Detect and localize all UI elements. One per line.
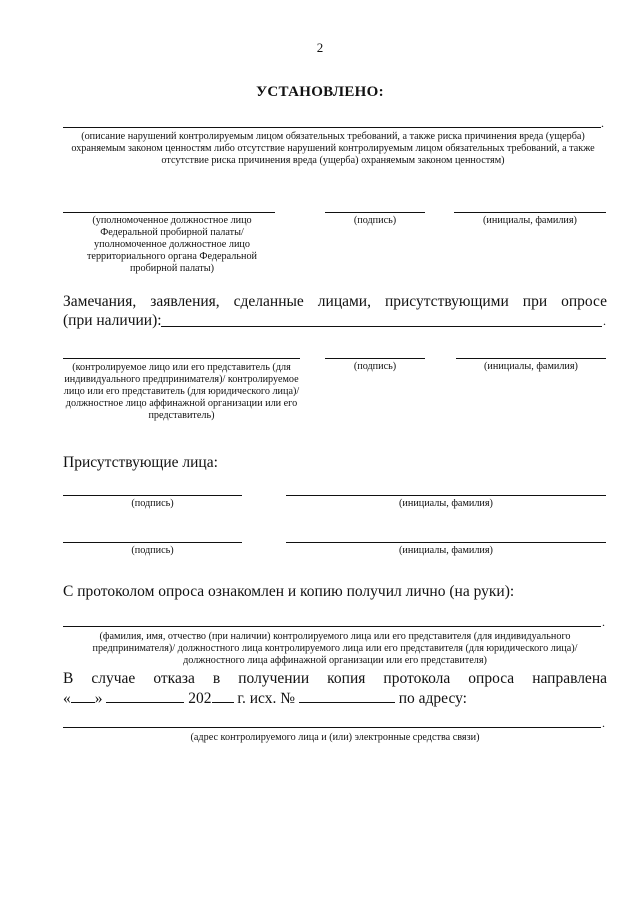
present-initials-line-2[interactable] [286,542,606,543]
remarks-line[interactable] [161,326,602,327]
year-blank[interactable] [212,688,234,703]
acquainted-text: С протоколом опроса ознакомлен и копию получил лично (на руки): [63,583,515,600]
refusal-details [63,688,467,709]
present-signature-line-2[interactable] [63,542,242,543]
refusal-text: В случае отказа в получении копия протокола опроса направлена [63,670,607,687]
present-initials-caption-1: (инициалы, фамилия) [399,498,493,509]
controlled-initials-caption: (инициалы, фамилия) [484,361,578,372]
line-end-period: . [602,615,605,629]
present-initials-line-1[interactable] [286,495,606,496]
controlled-person-caption: (контролируемое лицо или его представитель (для индивидуального предпринимателя)/ контролируемое лицо или его представитель (для юридического лица)/должностное лицо аффинажной организации или его представитель) [63,362,300,421]
line-end-period: . [603,314,606,328]
day-blank[interactable] [71,688,95,703]
present-persons-label: Присутствующие лица: [63,454,218,471]
official-signature-caption: (подпись) [353,215,397,226]
controlled-initials-line[interactable] [456,358,606,359]
page-title: УСТАНОВЛЕНО: [256,84,384,100]
outgoing-number-label: г. исх. № [237,690,295,707]
month-blank[interactable] [106,688,184,703]
fio-caption: (фамилия, имя, отчество (при наличии) контролируемого лица или его представителя (для индивидуального предпринимателя)/ должностного лица контролируемого лица или его представителя (для юридического лица)/ должностного лица аффинажной организации или его представителя) [92,631,578,666]
outgoing-number-blank[interactable] [299,688,395,703]
acquainted-line[interactable] [63,626,601,627]
quote-open: « [63,690,71,707]
address-word: по адресу: [398,690,467,707]
official-initials-line[interactable] [454,212,606,213]
year-prefix: 202 [188,690,212,707]
official-initials-caption: (инициалы, фамилия) [483,215,577,226]
controlled-person-line[interactable] [63,358,300,359]
established-caption: (описание нарушений контролируемым лицом обязательных требований, а также риска причинения вреда (ущерба) охраняемым законом ценностям либо отсутствие нарушений контролируемым лицом обязательных требований, а также отсутствие риска причинения вреда (ущерба) охраняемым законом ценностям) [71,131,595,166]
established-line[interactable] [63,127,601,128]
present-signature-caption-2: (подпись) [131,545,174,556]
present-signature-caption-1: (подпись) [131,498,174,509]
quote-close: » [94,690,103,707]
address-line[interactable] [63,727,601,728]
controlled-signature-line[interactable] [325,358,425,359]
remarks-text: Замечания, заявления, сделанные лицами, присутствующими при опросе [63,293,607,310]
line-end-period: . [601,116,604,130]
official-signature-line[interactable] [325,212,425,213]
present-signature-line-1[interactable] [63,495,242,496]
official-caption: (уполномоченное должностное лицо Федеральной пробирной палаты/уполномоченное должностное лицо территориального органа Федеральной пробирной палаты) [86,215,257,274]
page-number: 2 [316,40,324,55]
remarks-at-presence: (при наличии): [63,312,162,329]
controlled-signature-caption: (подпись) [353,361,397,372]
official-line[interactable] [63,212,275,213]
present-initials-caption-2: (инициалы, фамилия) [399,545,493,556]
address-caption: (адрес контролируемого лица и (или) электронные средства связи) [190,732,480,743]
line-end-period: . [602,716,605,730]
